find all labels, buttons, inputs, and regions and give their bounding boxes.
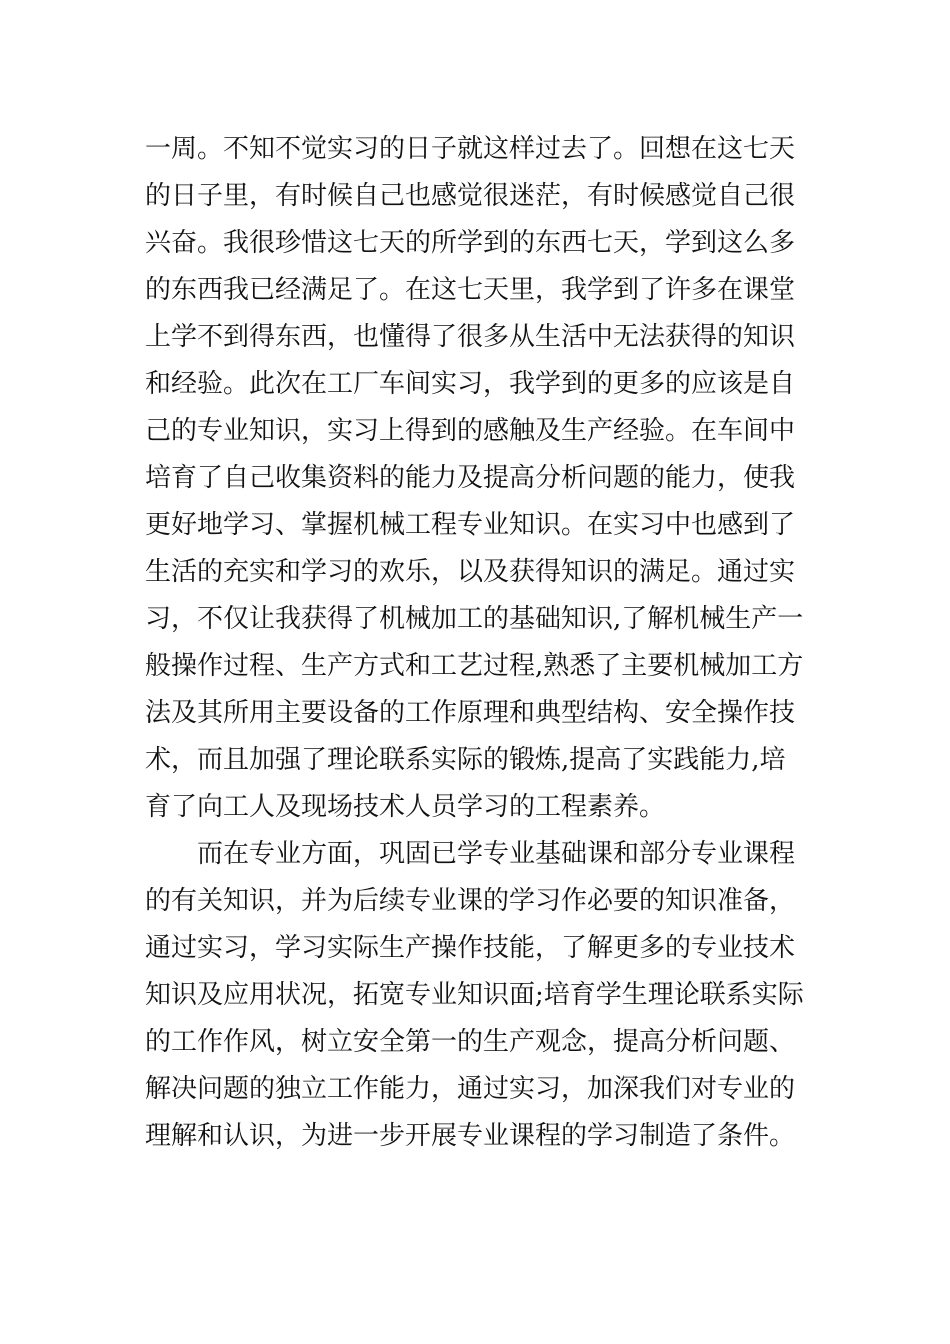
text-line: 更好地学习、掌握机械工程专业知识。在实习中也感到了 <box>145 510 796 540</box>
text-line: 解决问题的独立工作能力，通过实习，加深我们对专业的 <box>145 1074 796 1104</box>
text-line: 己的专业知识，实习上得到的感触及生产经验。在车间中 <box>145 416 796 446</box>
text-line: 兴奋。我很珍惜这七天的所学到的东西七天，学到这么多 <box>145 228 796 258</box>
text-line: 培育了自己收集资料的能力及提高分析问题的能力，使我 <box>145 463 796 493</box>
text-line: 般操作过程、生产方式和工艺过程,熟悉了主要机械加工方 <box>145 651 804 681</box>
text-line: 一周。不知不觉实习的日子就这样过去了。回想在这七天 <box>145 134 796 164</box>
text-line: 知识及应用状况，拓宽专业知识面;培育学生理论联系实际 <box>145 980 804 1010</box>
text-line: 上学不到得东西，也懂得了很多从生活中无法获得的知识 <box>145 322 796 352</box>
text-line: 育了向工人及现场技术人员学习的工程素养。 <box>145 792 666 822</box>
text-line: 的东西我已经满足了。在这七天里，我学到了许多在课堂 <box>145 275 796 305</box>
text-line: 法及其所用主要设备的工作原理和典型结构、安全操作技 <box>145 698 796 728</box>
text-line: 的有关知识，并为后续专业课的学习作必要的知识准备， <box>145 886 796 916</box>
text-line: 生活的充实和学习的欢乐，以及获得知识的满足。通过实 <box>145 557 796 587</box>
text-line: 的日子里，有时候自己也感觉很迷茫，有时候感觉自己很 <box>145 181 796 211</box>
paragraph-2 <box>145 831 810 1160</box>
text-line: 通过实习，学习实际生产操作技能，了解更多的专业技术 <box>145 933 796 963</box>
text-line: 习，不仅让我获得了机械加工的基础知识,了解机械生产一 <box>145 604 804 634</box>
text-line: 的工作作风，树立安全第一的生产观念，提高分析问题、 <box>145 1027 796 1057</box>
text-line: 和经验。此次在工厂车间实习，我学到的更多的应该是自 <box>145 369 796 399</box>
text-line: 术，而且加强了理论联系实际的锻炼,提高了实践能力,培 <box>145 745 786 775</box>
text-line: 理解和认识，为进一步开展专业课程的学习制造了条件。 <box>145 1121 796 1151</box>
document-body <box>145 126 810 1160</box>
paragraph-1 <box>145 126 810 831</box>
text-line-indented: 而在专业方面，巩固已学专业基础课和部分专业课程 <box>197 839 796 869</box>
